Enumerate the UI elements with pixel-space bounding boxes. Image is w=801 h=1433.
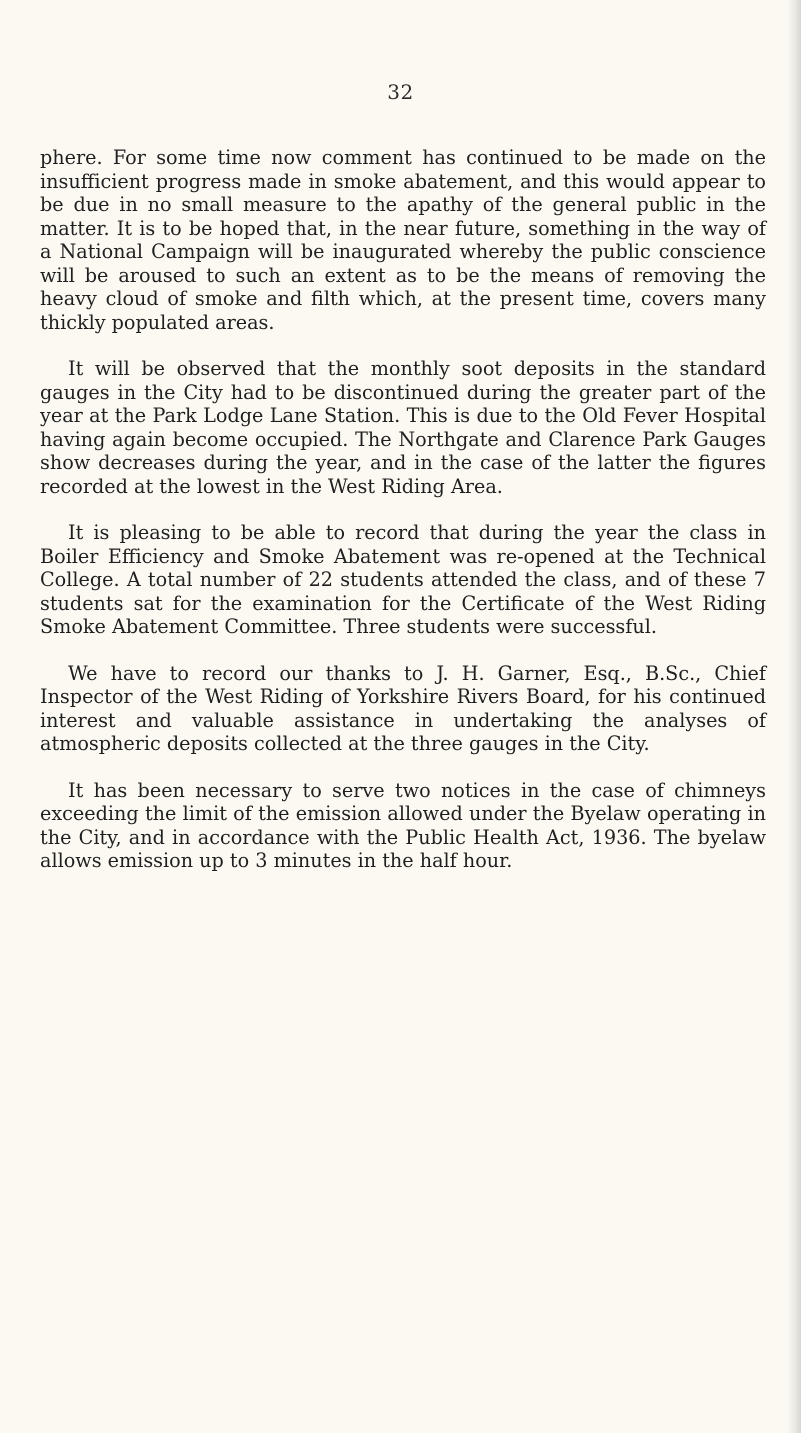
paragraph-acknowledgement: We have to record our thanks to J. H. Garner, Esq., B.Sc., Chief Inspector of the West Riding of Yorkshire Rivers Board, for his continued interest and valuable assistance in undertaking the analyses of atmospheric deposits collected at the three gauges in the City.	[40, 661, 766, 755]
paragraph-notices-served: It has been necessary to serve two notices in the case of chimneys exceeding the limit of the emission allowed under the Byelaw operating in the City, and in accordance with the Public Health Act, 1936. The byelaw allows emission up to 3 minutes in the half hour.	[40, 778, 766, 872]
paragraph-boiler-efficiency-class: It is pleasing to be able to record that during the year the class in Boiler Efficiency and Smoke Abatement was re-opened at the Technical College. A total number of 22 students attended the class, and of these 7 students sat for the examination for the Certificate of the West Riding Smoke Abatement Committee. Three students were successful.	[40, 521, 766, 638]
paragraph-smoke-abatement-progress: phere. For some time now comment has continued to be made on the insufficient progress made in smoke abatement, and this would appear to be due in no small measure to the apathy of the general public in the matter. It is to be hoped that, in the near future, something in the way of a National Campaign will be inaugurated whereby the public conscience will be aroused to such an extent as to be the means of removing the heavy cloud of smoke and filth which, at the present time, covers many thickly populated areas.	[40, 146, 766, 334]
page-edge-shadow	[787, 0, 801, 1433]
page-number: 32	[387, 80, 414, 104]
body-text	[40, 146, 766, 896]
paragraph-soot-deposits: It will be observed that the monthly soot deposits in the standard gauges in the City had to be discontinued during the greater part of the year at the Park Lodge Lane Station. This is due to the Old Fever Hospital having again become occupied. The Northgate and Clarence Park Gauges show decreases during the year, and in the case of the latter the figures recorded at the lowest in the West Riding Area.	[40, 357, 766, 498]
